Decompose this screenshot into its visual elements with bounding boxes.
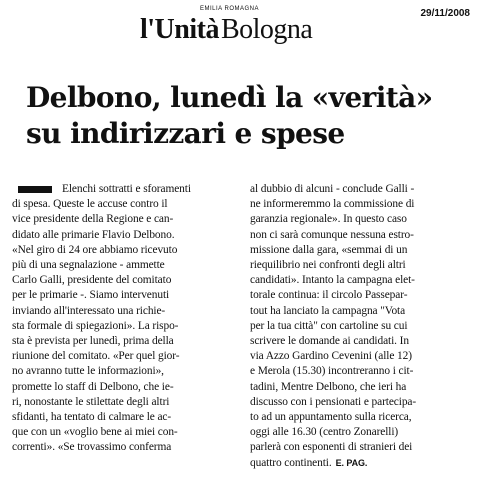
body-line: vice presidente della Regione e can- xyxy=(12,213,174,226)
body-line: riequilibrio nei confronti degli altri xyxy=(250,259,406,272)
headline-line-2: su indirizzari e spese xyxy=(26,117,345,150)
body-line: non ci sarà comunque nessuna estro- xyxy=(250,228,414,241)
body-line: più di una segnalazione - ammette xyxy=(12,259,165,272)
body-line: sta formale di spiegazioni». La rispo- xyxy=(12,319,179,332)
body-line: sta è prevista per lunedì, prima della xyxy=(12,335,174,348)
body-line: discusso con i pensionati e partecipa- xyxy=(250,395,417,408)
publication-date: 29/11/2008 xyxy=(420,8,470,19)
article-column-right xyxy=(250,182,472,471)
body-line: oggi alle 16.30 (centro Zonarelli) xyxy=(250,426,399,439)
masthead xyxy=(0,0,484,56)
body-line: e Merola (15.30) incontreranno i cit- xyxy=(250,365,414,378)
body-line: promette lo staff di Delbono, che ie- xyxy=(12,380,174,393)
body-line: no avranno tutte le informazioni», xyxy=(12,365,164,378)
body-line: didato alle primarie Flavio Delbono. xyxy=(12,228,175,241)
body-line: tout ha lanciato la campagna "Vota xyxy=(250,304,406,317)
body-line: al dubbio di alcuni - conclude Galli - xyxy=(250,183,415,195)
body-line: Carlo Galli, presidente del comitato xyxy=(12,274,172,287)
body-line: candidati». Intanto la campagna elet- xyxy=(250,274,415,287)
body-line: scrivere le domande ai candidati. In xyxy=(250,335,409,348)
body-line: di spesa. Queste le accuse contro il xyxy=(12,198,168,211)
body-line: ri, nonostante le stilettate degli altri xyxy=(12,395,170,408)
body-line: tadini, Mentre Delbono, che ieri ha xyxy=(250,380,407,393)
body-line: quattro continenti. E. PAG. xyxy=(250,456,368,469)
body-line: riunione del comitato. «Per quel gior- xyxy=(12,350,180,363)
body-line: correnti». «Se trovassimo conferma xyxy=(12,441,172,454)
edition-label: EMILIA ROMAGNA xyxy=(200,6,260,12)
newspaper-logo xyxy=(140,14,312,46)
body-line: per la tua città" con cartoline su cui xyxy=(250,319,408,332)
body-line: ne informeremmo la commissione di xyxy=(250,198,415,211)
body-line: via Azzo Gardino Cevenini (alle 12) xyxy=(250,350,412,363)
body-line: inviando all'interessato una richie- xyxy=(12,304,166,317)
headline-line-1: Delbono, lunedì la «verità» xyxy=(26,81,433,114)
body-line: to ad un appuntamento sulla ricerca, xyxy=(250,411,412,424)
lead-bullet-bar xyxy=(18,186,52,193)
logo-unita: l'Unità xyxy=(140,14,219,45)
body-line: Elenchi sottratti e sforamenti xyxy=(12,182,240,197)
body-line: per le primarie -. Siamo intervenuti xyxy=(12,289,170,302)
article-column-left xyxy=(12,182,240,456)
body-line: sfidanti, ha tentato di calmare le ac- xyxy=(12,411,172,424)
body-line: missione dalla gara, «semmai di un xyxy=(250,243,408,256)
article-headline xyxy=(26,80,476,152)
body-line: parlerà con esponenti di stranieri dei xyxy=(250,441,413,454)
logo-city: Bologna xyxy=(220,14,313,45)
body-line: garanzia regionale». In questo caso xyxy=(250,213,407,226)
body-line: torale continua: il circolo Passepar- xyxy=(250,289,408,302)
author-signature: E. PAG. xyxy=(335,457,368,468)
body-line: «Nel giro di 24 ore abbiamo ricevuto xyxy=(12,243,178,256)
body-line: que con un «voglio bene ai miei con- xyxy=(12,426,178,439)
